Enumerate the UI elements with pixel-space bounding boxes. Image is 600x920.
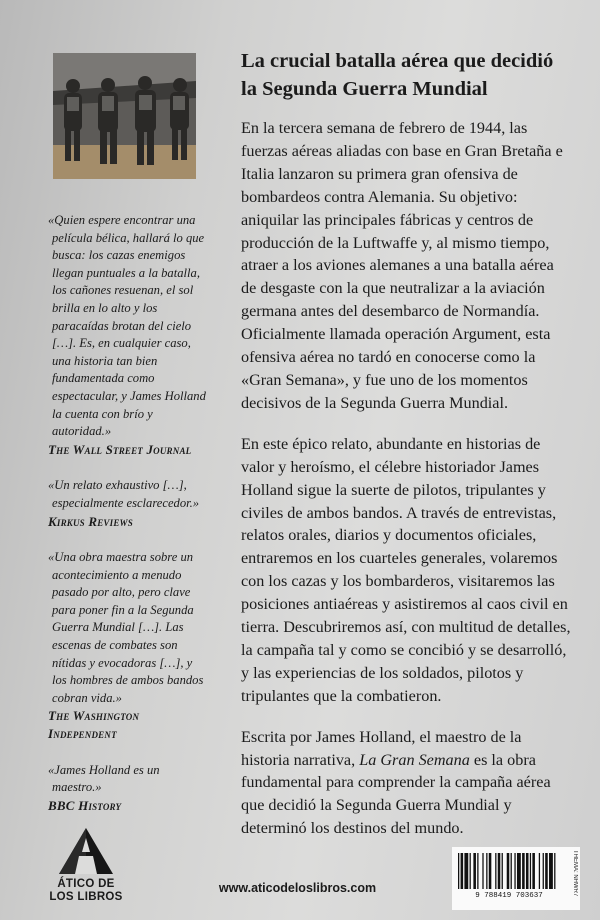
blurb-paragraph: En la tercera semana de febrero de 1944, las fuerzas aéreas aliadas con base en Gran Bretaña e Italia lanzaron su primera gran ofensiva de bombardeos contra Alemania. Su objetivo: aniquilar las principales fábricas y centros de producción de la Luftwaffe y, al mismo tiempo, atraer a los aviones alemanes a una batalla aérea de desgaste con la que neutralizar a la aviación germana antes del desembarco de Normandía. Oficialmente llamada operación Argument, esta ofensiva aérea no tardó en conocerse como la «Gran Semana», y fue uno de los momentos decisivos de la Segunda Guerra Mundial. — [241, 119, 563, 412]
thema-code: THEMA: NHWR7 — [572, 850, 578, 897]
review-quote — [48, 549, 208, 743]
publisher-name-line1: ÁTICO DE — [57, 878, 115, 890]
aircrew-photo-illustration — [53, 53, 196, 179]
barcode-bars — [458, 853, 558, 889]
quote-text: «Una obra maestra sobre un acontecimiento a menudo pasado por alto, pero clave para poner fin a la Segunda Guerra Mundial […]. Las escenas de combates son nítidas y evocadoras […], y los hombres de ambos bandos cobran vida.» — [48, 550, 204, 705]
publisher-logo — [48, 826, 124, 904]
quote-source: The Wall Street Journal — [48, 441, 192, 457]
isbn-number: 9 788419 703637 — [475, 892, 543, 900]
cover-photo-aircrew — [53, 53, 196, 179]
review-quote — [48, 212, 208, 458]
closing-text-before: Escrita por James Holland, el maestro de la historia narrativa, — [241, 727, 522, 769]
publisher-name-line2: LOS LIBROS — [49, 891, 123, 903]
publisher-pyramid-icon — [57, 826, 115, 876]
quote-text: «Un relato exhaustivo […], especialmente esclarecedor.» — [48, 478, 200, 510]
quote-source: The Washington Independent — [48, 708, 140, 742]
isbn-barcode — [452, 847, 580, 910]
quote-source: BBC History — [48, 797, 122, 813]
quote-text: «James Holland es un maestro.» — [48, 762, 160, 795]
quote-source: Kirkus Reviews — [48, 513, 133, 529]
review-quotes — [48, 212, 208, 833]
quote-text: «Quien espere encontrar una película bélica, hallará lo que busca: los cazas enemigos llegan puntuales a la batalla, los cañones resuenan, el sol brilla en lo alto y los paracaídas brotan del cielo […]. Es, en cualquier caso, una historia tan bien fundamentada como espectacular, y James Holland la cuenta con brío y autoridad.» — [48, 213, 206, 439]
blurb-closing-paragraph — [241, 726, 573, 841]
book-title-italic: La Gran Semana — [359, 750, 470, 769]
book-headline: La crucial batalla aérea que decidió la Segunda Guerra Mundial — [241, 50, 554, 100]
blurb-paragraph: En este épico relato, abundante en historias de valor y heroísmo, el célebre historiador James Holland sigue la suerte de pilotos, tripulantes y civiles de ambos bandos. A través de entrevistas, relatos orales, diarios y documentos oficiales, entraremos en los cuarteles generales, volaremos con los cazas y los bombarderos, visitaremos las posiciones antiaéreas y asistiremos al caos civil en tierra. Descubriremos así, con multitud de detalles, la campaña tal y como se concibió y se desarrolló, y las experiencias de los soldados, pilotos y tripulantes que la combatieron. — [241, 434, 571, 705]
blurb-body — [241, 117, 573, 858]
review-quote — [48, 762, 208, 815]
publisher-website[interactable]: www.aticodeloslibros.com — [218, 881, 377, 895]
review-quote — [48, 477, 208, 530]
closing-text-after: es la obra fundamental para comprender la campaña aérea que decidió la Segunda Guerra Mundial y determinó los destinos del mundo. — [241, 750, 551, 838]
